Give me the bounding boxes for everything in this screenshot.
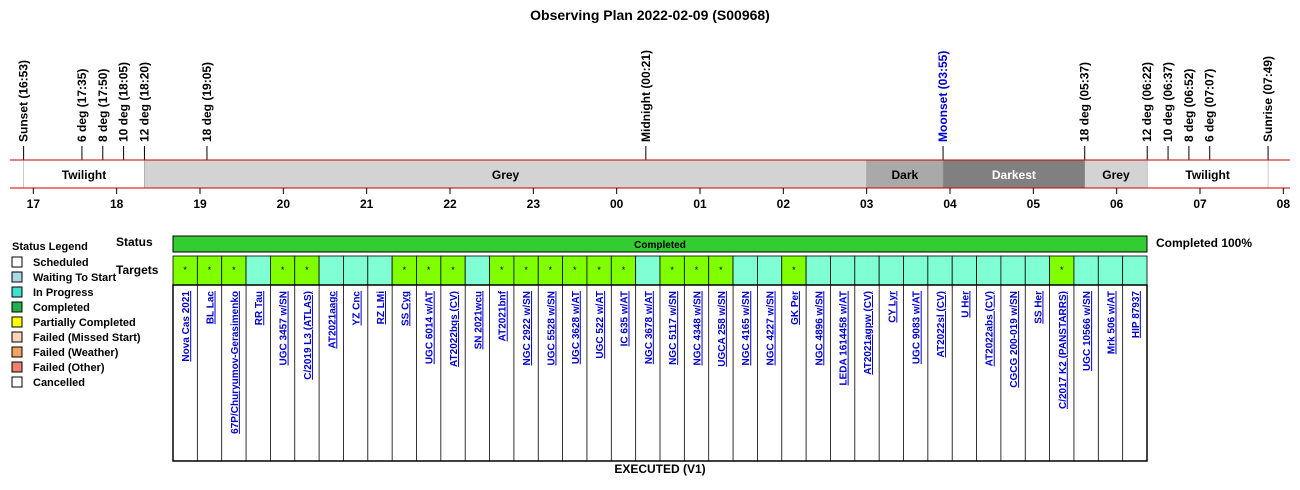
target-done-mark: * — [305, 265, 309, 275]
target-cell[interactable] — [733, 256, 757, 285]
target-name-link[interactable]: UGC 6014 w/AT — [424, 291, 436, 365]
legend-item-label: Scheduled — [33, 257, 89, 269]
status-bar-text: Completed — [634, 240, 686, 251]
event-label: 6 deg (17:35) — [74, 68, 89, 142]
target-cell[interactable] — [1001, 256, 1025, 285]
target-name-link[interactable]: AT2021bnf — [497, 291, 509, 342]
target-cell[interactable] — [343, 256, 367, 285]
band-label: Grey — [491, 168, 520, 182]
target-cell[interactable] — [1098, 256, 1122, 285]
legend-item-label: In Progress — [33, 287, 94, 299]
target-name-link[interactable]: NGC 5117 w/SN — [668, 291, 680, 365]
target-name-link[interactable]: RR Tau — [254, 291, 266, 326]
target-name-link[interactable]: SS Cyg — [400, 291, 412, 327]
target-done-mark: * — [694, 265, 699, 275]
target-cell[interactable] — [830, 256, 854, 285]
event-label: Midnight (00:21) — [638, 50, 653, 142]
hour-label: 23 — [526, 197, 541, 211]
target-done-mark: * — [402, 265, 407, 275]
event-label: 12 deg (18:20) — [137, 61, 152, 142]
legend-swatch — [12, 257, 22, 267]
legend-swatch — [12, 272, 22, 282]
band-label: Darkest — [991, 168, 1036, 182]
target-done-mark: * — [232, 265, 236, 275]
legend-swatch — [12, 317, 22, 327]
event-label: 6 deg (07:07) — [1202, 68, 1217, 142]
target-cell[interactable] — [636, 256, 660, 285]
target-done-mark: * — [183, 265, 187, 275]
hour-label: 06 — [1109, 197, 1124, 211]
hour-label: 18 — [109, 197, 124, 211]
target-cell[interactable] — [879, 256, 903, 285]
target-name-link[interactable]: AT2022sl (CV) — [936, 291, 948, 358]
target-cell[interactable] — [928, 256, 952, 285]
target-done-mark: * — [524, 265, 528, 275]
hour-label: 01 — [693, 197, 707, 211]
target-done-mark: * — [280, 265, 285, 275]
hour-label: 17 — [26, 197, 41, 211]
hour-label: 22 — [443, 197, 457, 211]
sky-condition-bands — [10, 160, 1290, 188]
target-cell[interactable] — [1123, 256, 1147, 285]
target-name-link[interactable]: YZ Cnc — [351, 291, 363, 326]
target-done-mark: * — [670, 265, 674, 275]
legend-item-label: Cancelled — [33, 377, 85, 389]
hour-label: 20 — [276, 197, 291, 211]
hour-label: 07 — [1193, 197, 1207, 211]
target-name-link[interactable]: AT2022abs (CV) — [984, 291, 996, 367]
target-done-mark: * — [548, 265, 553, 275]
hour-label: 03 — [859, 197, 874, 211]
legend-swatch — [12, 347, 22, 357]
target-cell[interactable] — [855, 256, 879, 285]
target-name-link[interactable]: SN 2021wcu — [473, 291, 485, 350]
target-name-link[interactable]: 67P/Churyumov-Gerasimenko — [229, 291, 241, 434]
target-cell[interactable] — [368, 256, 392, 285]
event-label: Sunrise (07:49) — [1261, 55, 1276, 142]
target-name-link[interactable]: AT2022bqs (CV) — [449, 291, 461, 367]
event-label: Moonset (03:55) — [936, 50, 951, 142]
target-cell[interactable] — [1074, 256, 1098, 285]
event-label: 12 deg (06:22) — [1140, 61, 1155, 142]
target-name-link[interactable]: UGC 522 w/AT — [595, 291, 607, 359]
event-label: 18 deg (19:05) — [199, 61, 214, 142]
legend-swatch — [12, 332, 22, 342]
target-name-link[interactable]: UGC 3457 w/SN — [278, 291, 290, 366]
target-cell[interactable] — [465, 256, 489, 285]
target-cell[interactable] — [806, 256, 830, 285]
band-label: Twilight — [61, 168, 107, 182]
hour-label: 02 — [776, 197, 791, 211]
legend-swatch — [12, 287, 22, 297]
hour-label: 08 — [1276, 197, 1291, 211]
target-name-link[interactable]: AT2021agpw (CV) — [862, 291, 874, 375]
target-name-link[interactable]: NGC 2922 w/SN — [522, 291, 534, 366]
legend-swatch — [12, 377, 22, 387]
target-name-link[interactable]: Nova Cas 2021 — [181, 291, 193, 362]
target-cell[interactable] — [319, 256, 343, 285]
hour-label: 19 — [193, 197, 207, 211]
timeline-events — [17, 50, 1275, 160]
target-cell[interactable] — [952, 256, 976, 285]
target-name-link[interactable]: C/2017 K2 (PANSTARRS) — [1057, 291, 1069, 409]
footer-label: EXECUTED (V1) — [614, 462, 706, 476]
target-done-mark: * — [1060, 265, 1064, 275]
target-done-mark: * — [207, 265, 212, 275]
legend-item-label: Failed (Missed Start) — [33, 332, 141, 344]
hour-label: 05 — [1026, 197, 1041, 211]
target-name-link[interactable]: RZ LMi — [375, 291, 387, 325]
hour-label: 00 — [609, 197, 624, 211]
band-label: Dark — [891, 168, 919, 182]
target-name-link[interactable]: Mrk 506 w/AT — [1106, 291, 1118, 355]
event-label: 18 deg (05:37) — [1077, 61, 1092, 142]
target-name-link[interactable]: IC 635 w/AT — [619, 291, 631, 347]
legend-item-label: Failed (Weather) — [33, 347, 119, 359]
legend-item-label: Waiting To Start — [33, 272, 117, 284]
target-name-link[interactable]: LEDA 1614458 w/AT — [838, 291, 850, 386]
legend-swatch — [12, 362, 22, 372]
band-label: Grey — [1102, 168, 1130, 182]
target-cell[interactable] — [246, 256, 270, 285]
event-label: 8 deg (17:50) — [95, 68, 110, 142]
targets-row-label: Targets — [116, 263, 159, 277]
targets-row — [173, 256, 1147, 461]
target-name-link[interactable]: NGC 4227 w/SN — [765, 291, 777, 366]
hour-axis — [27, 188, 1291, 211]
target-name-link[interactable]: GK Per — [789, 291, 801, 325]
target-name-link[interactable]: SS Her — [1033, 291, 1045, 324]
target-name-link[interactable]: NGC 3678 w/AT — [643, 291, 655, 365]
target-done-mark: * — [451, 265, 455, 275]
event-label: 10 deg (18:05) — [116, 61, 131, 142]
target-name-link[interactable]: AT2021aagc — [327, 291, 339, 349]
target-name-link[interactable]: NGC 4165 w/SN — [741, 291, 753, 366]
target-name-link[interactable]: C/2019 L3 (ATLAS) — [302, 291, 314, 380]
target-done-mark: * — [792, 265, 796, 275]
hour-label: 21 — [359, 197, 374, 211]
target-done-mark: * — [621, 265, 626, 275]
target-name-link[interactable]: BL Lac — [205, 291, 217, 325]
target-name-link[interactable]: NGC 4348 w/SN — [692, 291, 704, 366]
target-done-mark: * — [573, 265, 577, 275]
target-cell[interactable] — [977, 256, 1001, 285]
target-done-mark: * — [426, 265, 431, 275]
target-name-link[interactable]: CGCG 200-019 w/SN — [1009, 291, 1021, 388]
legend-item-label: Failed (Other) — [33, 362, 105, 374]
target-cell[interactable] — [757, 256, 781, 285]
status-row — [173, 236, 1252, 252]
target-done-mark: * — [719, 265, 723, 275]
target-name-link[interactable]: UGC 10566 w/SN — [1082, 291, 1094, 372]
target-name-link[interactable]: NGC 4896 w/SN — [814, 291, 826, 366]
target-name-link[interactable]: UGCA 258 w/SN — [716, 291, 728, 367]
target-name-link[interactable]: UGC 9083 w/AT — [911, 291, 923, 365]
legend-item-label: Completed — [33, 302, 90, 314]
legend-title: Status Legend — [12, 241, 88, 253]
hour-label: 04 — [943, 197, 957, 211]
status-summary: Completed 100% — [1156, 236, 1253, 250]
target-name-link[interactable]: CY Lyr — [887, 291, 899, 323]
target-cell[interactable] — [1025, 256, 1049, 285]
page-title: Observing Plan 2022-02-09 (S00968) — [530, 7, 770, 23]
target-name-link[interactable]: HIP 87937 — [1130, 291, 1142, 339]
band-label: Twilight — [1185, 168, 1230, 182]
status-row-label: Status — [116, 235, 153, 249]
target-cell[interactable] — [904, 256, 928, 285]
event-label: Sunset (16:53) — [16, 59, 31, 142]
event-label: 8 deg (06:52) — [1181, 68, 1196, 142]
target-done-mark: * — [499, 265, 504, 275]
target-name-link[interactable]: UGC 5528 w/SN — [546, 291, 558, 366]
event-label: 10 deg (06:37) — [1161, 61, 1176, 142]
target-name-link[interactable]: UGC 3628 w/AT — [570, 291, 582, 365]
target-name-link[interactable]: U Her — [960, 291, 972, 318]
legend-item-label: Partially Completed — [33, 317, 136, 329]
target-done-mark: * — [597, 265, 601, 275]
legend-swatch — [12, 302, 22, 312]
